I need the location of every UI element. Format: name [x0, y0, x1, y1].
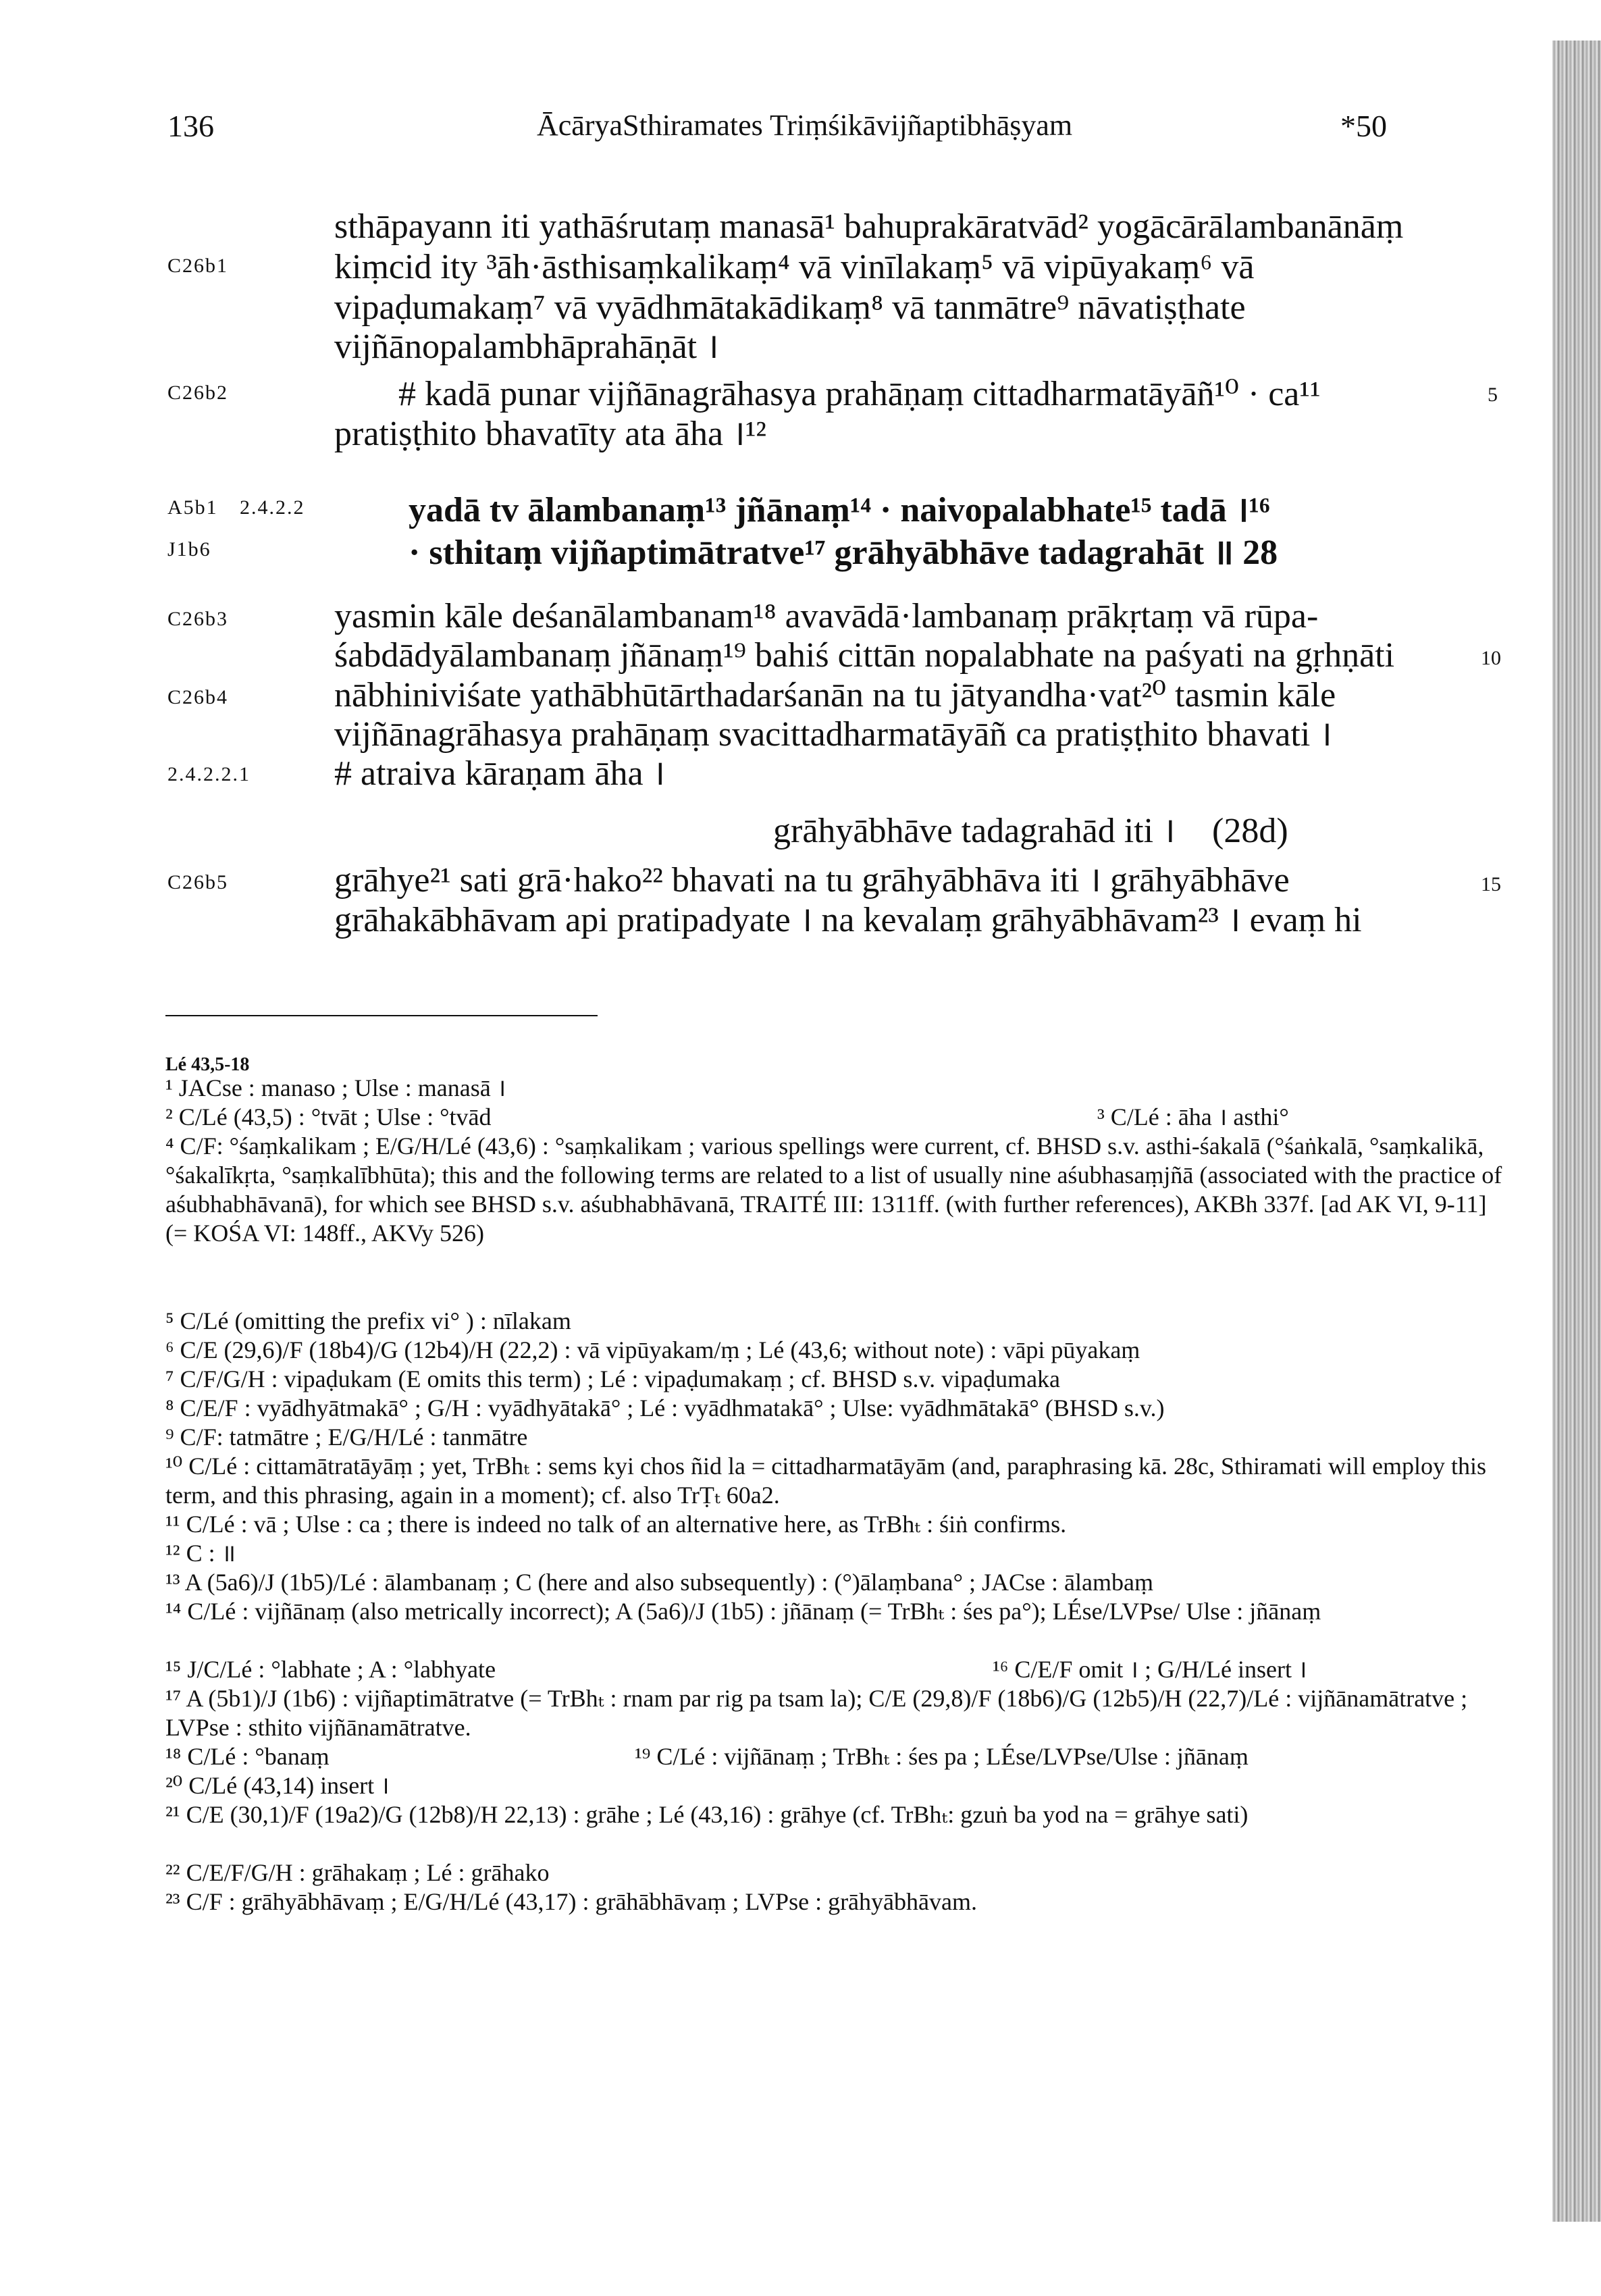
margin-ref: C26b3 [167, 608, 229, 630]
verse-line: yadā tv ālambanaṃ¹³ jñānaṃ¹⁴ · naivopalabhate¹⁵ tadā ।¹⁶ [409, 491, 1270, 529]
footnote: ²³ C/F : grāhyābhāvaṃ ; E/G/H/Lé (43,17) : grāhābhāvaṃ ; LVPse : grāhyābhāvam. [165, 1888, 977, 1915]
body-line: kiṃcid ity ³āh·āsthisaṃkalikaṃ⁴ vā vinīlakaṃ⁵ vā vipūyakaṃ⁶ vā [334, 248, 1255, 286]
footnote: ¹⁸ C/Lé : °banaṃ [165, 1743, 330, 1770]
verse-line: · sthitaṃ vijñaptimātratve¹⁷ grāhyābhāve tadagrahāt ॥ 28 [409, 533, 1278, 572]
footnote: ⁴ C/F: °śaṃkalikam ; E/G/H/Lé (43,6) : °saṃkalikam ; various spellings were current, cf. BHSD s.v. asthi-śakalā (°śaṅkalā, °saṃkalikā, °śakalīkṛta, °saṃkalībhūta); this and the following terms are related to a list of usually nine aśubhasaṃjñā (associated with the practice of aśubhabhāvanā), for which see BHSD s.v. aśubhabhāvanā, TRAITÉ III: 1311ff. (with further references), AKBh 337f. [ad AK VI, 9-11] (= KOŚA VI: 148ff., AKVy 526) [165, 1132, 1502, 1247]
body-line: vijñānagrāhasya prahāṇaṃ svacittadharmatāyāñ ca pratiṣṭhito bhavati । [334, 715, 1332, 754]
footnote: ¹⁶ C/E/F omit । ; G/H/Lé insert । [993, 1656, 1307, 1683]
footnote: ¹¹ C/Lé : vā ; Ulse : ca ; there is indeed no talk of an alternative here, as TrBhₜ : śiṅ confirms. [165, 1511, 1067, 1538]
running-title: ĀcāryaSthiramates Triṃśikāvijñaptibhāṣyam [537, 109, 1073, 142]
body-line: sthāpayann iti yathāśrutaṃ manasā¹ bahuprakāratvād² yogācārālambanānāṃ [334, 207, 1404, 246]
body-line: grāhakābhāvam api pratipadyate । na kevalaṃ grāhyābhāvam²³ । evaṃ hi [334, 901, 1362, 939]
footnote: ⁹ C/F: tatmātre ; E/G/H/Lé : tanmātre [165, 1424, 528, 1451]
margin-ref: 2.4.2.2 [240, 496, 305, 519]
footnote: ¹² C : ॥ [165, 1540, 236, 1567]
quote-line: grāhyābhāve tadagrahād iti । [773, 812, 1176, 850]
body-line: # atraiva kāraṇam āha । [334, 754, 666, 793]
footnote-rule [165, 1015, 598, 1016]
footnote: ⁵ C/Lé (omitting the prefix vi° ) : nīlakam [165, 1307, 571, 1334]
line-number: 15 [1481, 873, 1501, 895]
margin-ref: C26b4 [167, 686, 229, 708]
margin-ref: C26b2 [167, 382, 229, 404]
footnote: ²¹ C/E (30,1)/F (19a2)/G (12b8)/H 22,13) : grāhe ; Lé (43,16) : grāhye (cf. TrBhₜ: gzuṅ ba yod na = grāhye sati) [165, 1801, 1249, 1828]
footnote: ¹⁰ C/Lé : cittamātratāyāṃ ; yet, TrBhₜ : sems kyi chos ñid la = cittadharmatāyām (and, paraphrasing kā. 28c, Sthiramati will employ this term, and this phrasing, again in a moment); cf. also TrṬₜ 60a2. [165, 1453, 1486, 1509]
body-line: yasmin kāle deśanālambanam¹⁸ avavādā·lambanaṃ prākṛtaṃ vā rūpa- [334, 597, 1319, 635]
footnote: ²² C/E/F/G/H : grāhakaṃ ; Lé : grāhako [165, 1859, 550, 1886]
footnote: ⁶ C/E (29,6)/F (18b4)/G (12b4)/H (22,2) : vā vipūyakam/ṃ ; Lé (43,6; without note) : vāpi pūyakaṃ [165, 1336, 1140, 1363]
body-line: vijñānopalambhāprahāṇāt । [334, 328, 719, 366]
footnote: ² C/Lé (43,5) : °tvāt ; Ulse : °tvād [165, 1103, 492, 1130]
body-line: pratiṣṭhito bhavatīty ata āha ।¹² [334, 415, 767, 453]
margin-ref: A5b1 [167, 496, 218, 519]
body-line: śabdādyālambanaṃ jñānaṃ¹⁹ bahiś cittān nopalabhate na paśyati na gṛhṇāti [334, 636, 1395, 675]
body-line: # kadā punar vijñānagrāhasya prahāṇaṃ cittadharmatāyāñ¹⁰ · ca¹¹ [398, 375, 1321, 413]
margin-ref: J1b6 [167, 538, 211, 560]
footnote-ref: Lé 43,5-18 [165, 1054, 250, 1075]
quote-ref: (28d) [1212, 812, 1288, 850]
footnote: ¹³ A (5a6)/J (1b5)/Lé : ālambanaṃ ; C (here and also subsequently) : (°)ālaṃbana° ; JACse : ālambaṃ [165, 1569, 1153, 1596]
footnote: ¹⁷ A (5b1)/J (1b6) : vijñaptimātratve (= TrBhₜ : rnam par rig pa tsam la); C/E (29,8)/F (18b6)/G (12b5)/H (22,7)/Lé : vijñānamātratve ; LVPse : sthito vijñānamātratve. [165, 1685, 1468, 1741]
section-ref: *50 [1340, 109, 1387, 143]
footnote: ⁸ C/E/F : vyādhyātmakā° ; G/H : vyādhyātakā° ; Lé : vyādhmatakā° ; Ulse: vyādhmātakā° (BHSD s.v.) [165, 1394, 1165, 1421]
footnote: ¹⁵ J/C/Lé : °labhate ; A : °labhyate [165, 1656, 496, 1683]
line-number: 5 [1488, 384, 1498, 406]
footnote: ²⁰ C/Lé (43,14) insert । [165, 1772, 390, 1799]
margin-ref: C26b5 [167, 871, 229, 893]
body-line: vipaḍumakaṃ⁷ vā vyādhmātakādikaṃ⁸ vā tanmātre⁹ nāvatiṣṭhate [334, 288, 1246, 327]
page-number: 136 [167, 109, 214, 143]
margin-ref: C26b1 [167, 255, 229, 277]
body-line: grāhye²¹ sati grā·hako²² bhavati na tu grāhyābhāva iti । grāhyābhāve [334, 861, 1290, 899]
footnote: ⁷ C/F/G/H : vipaḍukam (E omits this term) ; Lé : vipaḍumakaṃ ; cf. BHSD s.v. vipaḍumaka [165, 1365, 1061, 1392]
footnote: ¹ JACse : manaso ; Ulse : manasā । [165, 1074, 506, 1101]
page-edge-scan [1552, 41, 1601, 2222]
line-number: 10 [1481, 647, 1501, 669]
footnote: ¹⁹ C/Lé : vijñānaṃ ; TrBhₜ : śes pa ; LÉse/LVPse/Ulse : jñānaṃ [635, 1743, 1249, 1770]
margin-ref: 2.4.2.2.1 [167, 763, 251, 785]
footnote: ¹⁴ C/Lé : vijñānaṃ (also metrically incorrect); A (5a6)/J (1b5) : jñānaṃ (= TrBhₜ : śes pa°); LÉse/LVPse/ Ulse : jñānaṃ [165, 1598, 1321, 1625]
body-line: nābhiniviśate yathābhūtārthadarśanān na tu jātyandha·vat²⁰ tasmin kāle [334, 676, 1336, 714]
footnote: ³ C/Lé : āha । asthi° [1097, 1103, 1289, 1130]
